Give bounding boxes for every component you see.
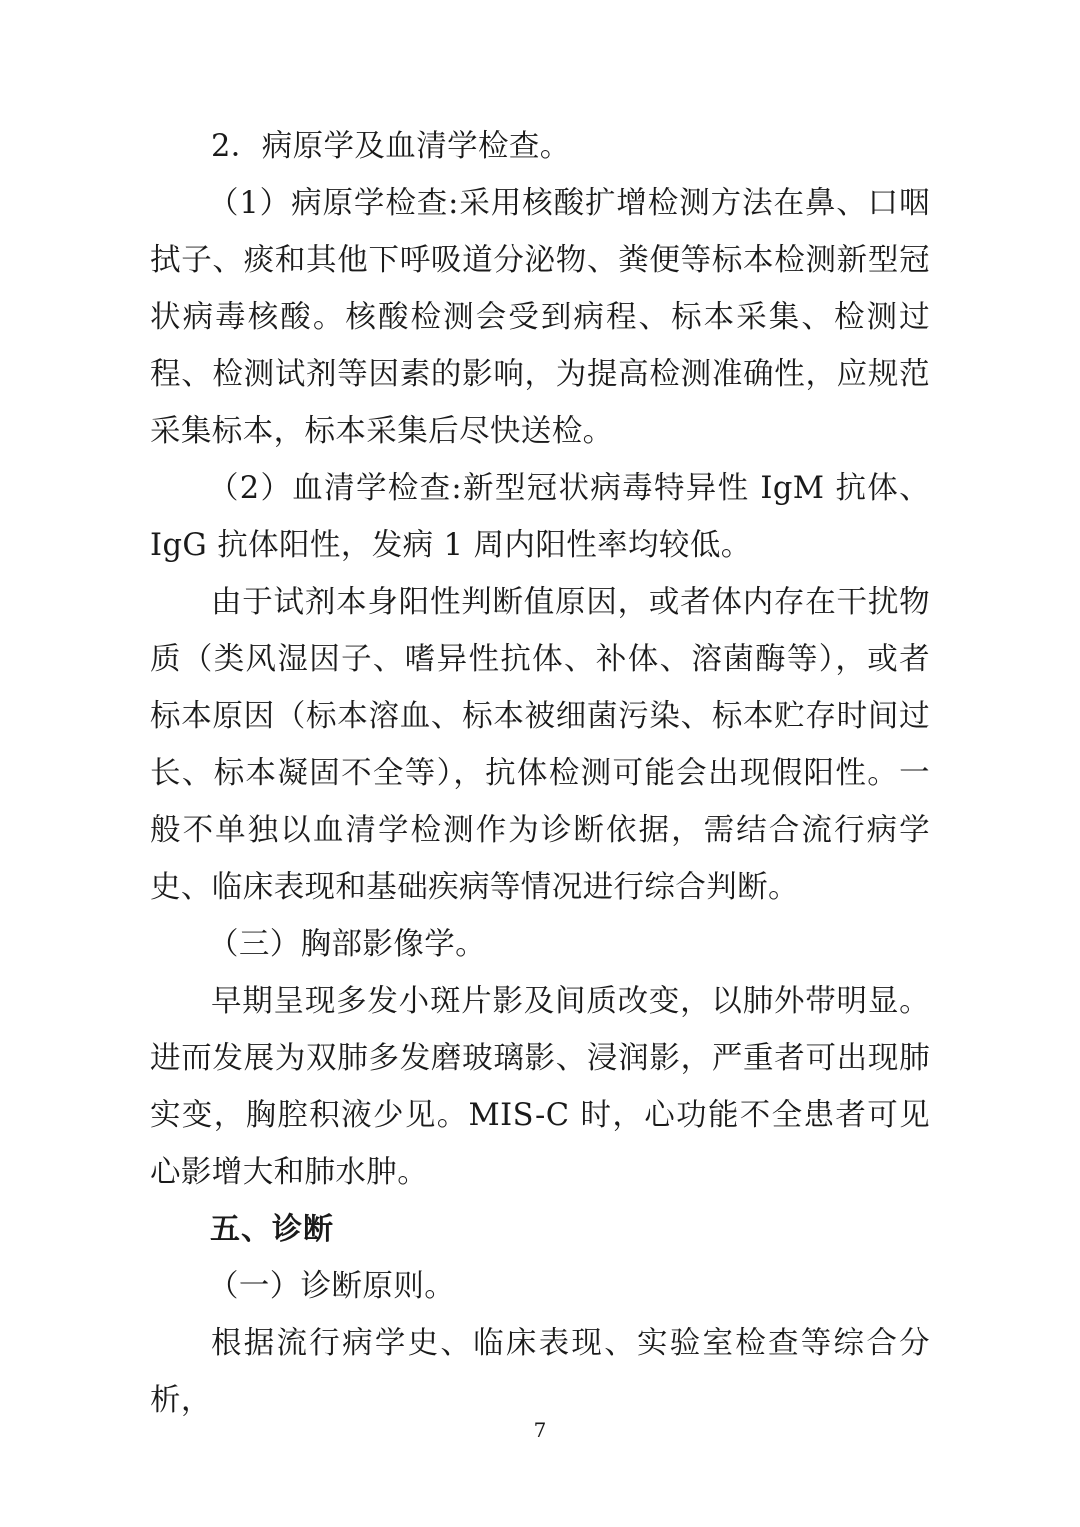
paragraph-false-positive: 由于试剂本身阳性判断值原因，或者体内存在干扰物质（类风湿因子、嗜异性抗体、补体、溶菌酶等），或者标本原因（标本溶血、标本被细菌污染、标本贮存时间过长、标本凝固不全等），抗体检测可能会出现假阳性。一般不单独以血清学检测作为诊断依据，需结合流行病学史、临床表现和基础疾病等情况进行综合判断。 <box>150 585 930 905</box>
page-number: 7 <box>533 1418 547 1442</box>
section-heading-diagnosis: 五、诊断 <box>210 1212 334 1247</box>
document-body <box>150 118 930 1429</box>
paragraph-pathogen-serology-heading: 2．病原学及血清学检查。 <box>211 129 571 164</box>
paragraph-pathogen-test: （1）病原学检查:采用核酸扩增检测方法在鼻、口咽拭子、痰和其他下呼吸道分泌物、粪便等标本检测新型冠状病毒核酸。核酸检测会受到病程、标本采集、检测过程、检测试剂等因素的影响，为提高检测准确性，应规范采集标本，标本采集后尽快送检。 <box>150 186 930 449</box>
paragraph-chest-imaging-heading: （三）胸部影像学。 <box>207 927 487 962</box>
paragraph-diagnosis-principle-heading: （一）诊断原则。 <box>207 1269 456 1304</box>
paragraph-diagnosis-principle-detail: 根据流行病学史、临床表现、实验室检查等综合分析， <box>150 1326 930 1418</box>
paragraph-chest-imaging-detail: 早期呈现多发小斑片影及间质改变，以肺外带明显。进而发展为双肺多发磨玻璃影、浸润影，严重者可出现肺实变，胸腔积液少见。MIS-C 时，心功能不全患者可见心影增大和肺水肿。 <box>150 984 930 1190</box>
paragraph-serology-test: （2）血清学检查:新型冠状病毒特异性 IgM 抗体、IgG 抗体阳性，发病 1 周内阳性率均较低。 <box>150 471 930 563</box>
